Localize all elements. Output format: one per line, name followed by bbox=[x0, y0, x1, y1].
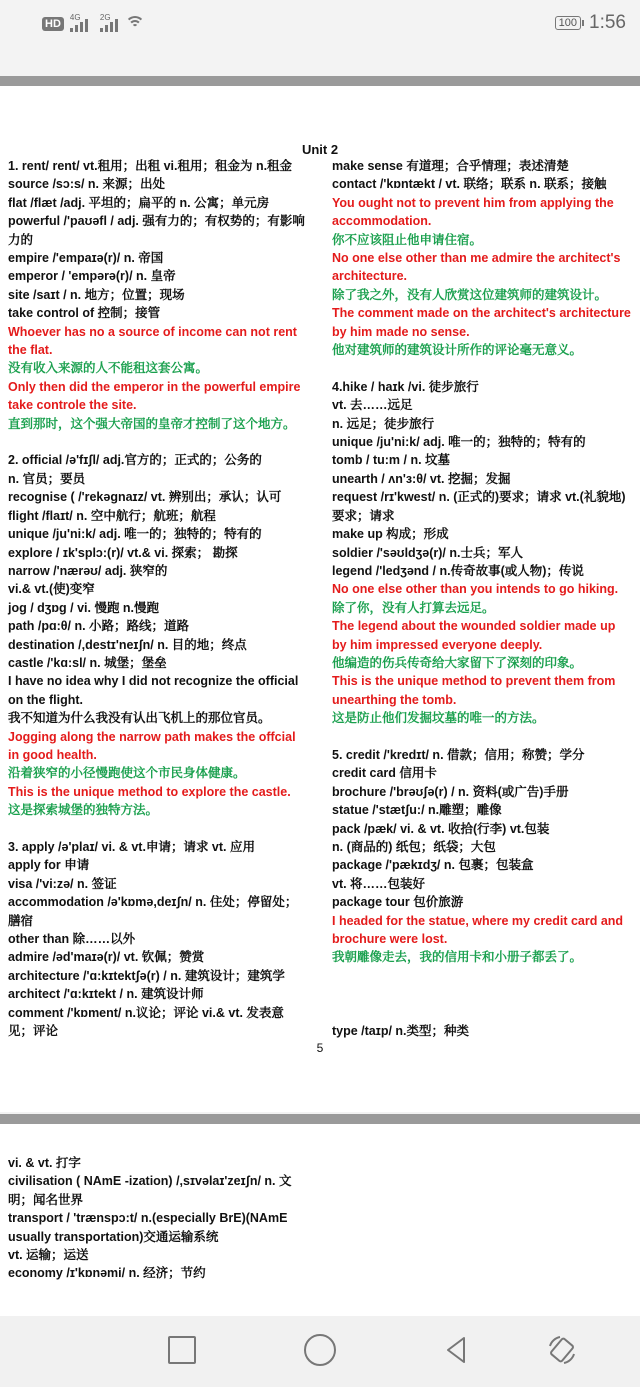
example-translation: 沿着狭窄的小径慢跑使这个市民身体健康。 bbox=[8, 766, 246, 781]
spacer bbox=[332, 359, 632, 377]
status-right bbox=[555, 12, 626, 34]
vocab-line: path /pɑ:θ/ n. 小路；路线；道路 bbox=[8, 619, 190, 634]
vocab-line: explore / ɪk'splɔ:(r)/ vt.& vi. 探索； 勘探 bbox=[8, 545, 238, 560]
battery-icon: 100 bbox=[555, 16, 581, 30]
vocab-line: vt. 运输；运送 bbox=[8, 1248, 89, 1263]
vocab-line: accommodation /ə'kɒmə,deɪʃn/ n. 住处；停留处；膳宿 bbox=[8, 895, 298, 928]
spacer bbox=[332, 1004, 632, 1022]
vocab-line: powerful /'paʊəfl / adj. 强有力的；有权势的；有影响力的 bbox=[8, 214, 305, 247]
home-button[interactable] bbox=[304, 1334, 336, 1366]
status-left bbox=[42, 13, 146, 32]
example-sentence: Whoever has no a source of income can not rent the flat. bbox=[8, 324, 297, 358]
vocab-line: soldier /'səʊldʒə(r)/ n.士兵；军人 bbox=[332, 545, 523, 560]
vocab-line: credit card 信用卡 bbox=[332, 766, 437, 781]
left-column bbox=[8, 157, 308, 1040]
recent-apps-button[interactable] bbox=[168, 1336, 196, 1364]
vocab-line: request /rɪ'kwest/ n. (正式的)要求；请求 vt.(礼貌地)要求；请求 bbox=[332, 490, 626, 523]
vocab-line: tomb / tu:m / n. 坟墓 bbox=[332, 453, 451, 468]
vocab-line: make up 构成；形成 bbox=[332, 527, 449, 542]
rotate-button[interactable] bbox=[546, 1334, 578, 1366]
vocab-line: brochure /'brəʊʃə(r) / n. 资料(或广告)手册 bbox=[332, 784, 569, 799]
vocab-line: visa /'vi:zə/ n. 签证 bbox=[8, 876, 117, 891]
vocab-line: narrow /'nærəʊ/ adj. 狭窄的 bbox=[8, 563, 168, 578]
vocab-line: vi.& vt.(使)变窄 bbox=[8, 582, 95, 597]
vocab-line: castle /'kɑ:sl/ n. 城堡；堡垒 bbox=[8, 655, 167, 670]
example-translation: 这是防止他们发掘坟墓的唯一的方法。 bbox=[332, 711, 545, 726]
vocab-line: n. 远足；徒步旅行 bbox=[332, 416, 435, 431]
example-translation: 他对建筑师的建筑设计所作的评论毫无意义。 bbox=[332, 343, 583, 358]
example-sentence: I headed for the statue, where my credit card and brochure were lost. bbox=[332, 913, 624, 947]
vocab-line: vi. & vt. 打字 bbox=[8, 1156, 81, 1170]
vocab-line: pack /pæk/ vi. & vt. 收拾(行李) vt.包装 bbox=[332, 821, 550, 836]
page-separator bbox=[0, 76, 640, 86]
vocab-line: unique /ju'ni:k/ adj. 唯一的；独特的；特有的 bbox=[8, 527, 262, 542]
vocab-line: 3. apply /ə'plaɪ/ vi. & vt.申请；请求 vt. 应用 bbox=[8, 840, 255, 854]
vocab-line: take control of 控制；接管 bbox=[8, 306, 161, 321]
example-translation: 没有收入来源的人不能租这套公寓。 bbox=[8, 361, 209, 376]
example-sentence: The comment made on the architect's architecture by him made no sense. bbox=[332, 306, 631, 339]
vocab-line: flat /flæt /adj. 平坦的；扁平的 n. 公寓；单元房 bbox=[8, 195, 270, 210]
example-sentence: The legend about the wounded soldier made up by him impressed everyone deeply. bbox=[332, 619, 616, 652]
clock: 1:56 bbox=[589, 12, 626, 33]
example-translation: 直到那时，这个强大帝国的皇帝才控制了这个地方。 bbox=[8, 416, 296, 431]
vocab-line: package tour 包价旅游 bbox=[332, 895, 464, 910]
vocab-line: flight /flaɪt/ n. 空中航行；航班；航程 bbox=[8, 508, 216, 523]
status-bar bbox=[0, 0, 640, 54]
vocab-line: I have no idea why I did not recognize the official on the flight. bbox=[8, 674, 299, 707]
vocab-line: jog / dʒɒg / vi. 慢跑 n.慢跑 bbox=[8, 600, 160, 615]
vocab-line: unearth / ʌn'ɜ:θ/ vt. 挖掘；发掘 bbox=[332, 471, 511, 486]
back-button[interactable] bbox=[440, 1334, 472, 1366]
vocab-line: empire /'empaɪə(r)/ n. 帝国 bbox=[8, 251, 164, 266]
unit-title: Unit 2 bbox=[301, 142, 339, 157]
spacer bbox=[332, 985, 632, 1003]
vocab-line: n. (商品的) 纸包；纸袋；大包 bbox=[332, 840, 496, 854]
vocab-line: type /taɪp/ n.类型；种类 bbox=[332, 1024, 470, 1039]
example-translation: 这是探索城堡的独特方法。 bbox=[8, 803, 159, 818]
vocab-line: architecture /'ɑ:kɪtektʃə(r) / n. 建筑设计；建筑学 bbox=[8, 968, 285, 983]
vocab-line: economy /ɪ'kɒnəmi/ n. 经济；节约 bbox=[8, 1266, 206, 1281]
vocab-line: 我不知道为什么我没有认出飞机上的那位官员。 bbox=[8, 711, 271, 726]
signal-icon-4g bbox=[69, 13, 88, 32]
vocab-line: legend /'ledʒənd / n.传奇故事(或人物)；传说 bbox=[332, 563, 584, 578]
vocab-line: admire /əd'maɪə(r)/ vt. 钦佩；赞赏 bbox=[8, 950, 205, 965]
example-sentence: No one else other than me admire the architect's architecture. bbox=[332, 251, 621, 284]
vocab-line: package /'pækɪdʒ/ n. 包裹；包装盒 bbox=[332, 858, 534, 873]
vocab-line: recognise ( /'rekəgnaɪz/ vt. 辨别出；承认；认可 bbox=[8, 490, 282, 505]
right-column bbox=[332, 157, 632, 1040]
vocab-line: architect /'ɑ:kɪtekt / n. 建筑设计师 bbox=[8, 987, 204, 1002]
example-translation: 除了你，没有人打算去远足。 bbox=[332, 600, 495, 615]
example-sentence: This is the unique method to explore the castle. bbox=[8, 784, 291, 799]
vocab-line: other than 除……以外 bbox=[8, 932, 136, 947]
vocab-line: make sense 有道理；合乎情理；表述清楚 bbox=[332, 159, 569, 173]
vocab-line: n. 官员；要员 bbox=[8, 471, 86, 486]
vocab-line: site /saɪt / n. 地方；位置；现场 bbox=[8, 287, 185, 302]
signal-icon-2g bbox=[99, 13, 118, 32]
vocab-line: emperor / 'empərə(r)/ n. 皇帝 bbox=[8, 269, 176, 284]
example-translation: 他编造的伤兵传奇给大家留下了深刻的印象。 bbox=[332, 655, 583, 670]
example-sentence: Only then did the emperor in the powerful empire take controle the site. bbox=[8, 379, 301, 413]
example-sentence: No one else other than you intends to go hiking. bbox=[332, 582, 619, 597]
document-page[interactable] bbox=[0, 86, 640, 1112]
vocab-line: contact /'kɒntækt / vt. 联络；联系 n. 联系；接触 bbox=[332, 177, 607, 192]
vocab-line: source /sɔ:s/ n. 来源；出处 bbox=[8, 177, 165, 192]
vocab-line: unique /ju'ni:k/ adj. 唯一的；独特的；特有的 bbox=[332, 435, 586, 450]
example-translation: 我朝雕像走去，我的信用卡和小册子都丢了。 bbox=[332, 950, 583, 965]
navigation-bar bbox=[0, 1316, 640, 1387]
network-2g-label: 2G bbox=[99, 13, 111, 22]
example-sentence: You ought not to prevent him from applying the accommodation. bbox=[332, 195, 614, 229]
spacer bbox=[8, 820, 308, 838]
spacer bbox=[332, 728, 632, 746]
next-page-column bbox=[8, 1154, 308, 1283]
example-sentence: This is the unique method to prevent them from unearthing the tomb. bbox=[332, 674, 616, 707]
vocab-line: 4.hike / haɪk /vi. 徒步旅行 bbox=[332, 379, 479, 394]
spacer bbox=[8, 433, 308, 451]
vocab-line: destination /,destɪ'neɪʃn/ n. 目的地；终点 bbox=[8, 637, 247, 652]
example-translation: 你不应该阻止他申请住宿。 bbox=[332, 232, 483, 247]
document-page-next[interactable] bbox=[0, 1124, 640, 1316]
vocab-line: 1. rent/ rent/ vt.租用；出租 vi.租用；租金为 n.租金 bbox=[8, 159, 293, 173]
page-number: 5 bbox=[316, 1041, 324, 1055]
hd-badge: HD bbox=[42, 17, 64, 31]
wifi-icon bbox=[124, 16, 146, 32]
vocab-line: transport / 'trænspɔ:t/ n.(especially BrE)(NAmE usually transportation)交通运输系统 bbox=[8, 1211, 288, 1244]
example-translation: 除了我之外，没有人欣赏这位建筑师的建筑设计。 bbox=[332, 287, 608, 302]
example-sentence: Jogging along the narrow path makes the offcial in good health. bbox=[8, 729, 296, 762]
vocab-line: vt. 将……包装好 bbox=[332, 876, 426, 891]
vocab-line: civilisation ( NAmE -ization) /,sɪvəlaɪ'zeɪʃn/ n. 文明；闻名世界 bbox=[8, 1174, 292, 1207]
page-separator bbox=[0, 1114, 640, 1124]
vocab-line: vt. 去……远足 bbox=[332, 398, 413, 413]
network-4g-label: 4G bbox=[69, 13, 81, 22]
rotate-icon bbox=[546, 1334, 578, 1366]
vocab-line: apply for 申请 bbox=[8, 858, 90, 873]
back-icon bbox=[440, 1334, 472, 1366]
spacer bbox=[332, 967, 632, 985]
vocab-line: 5. credit /'kredɪt/ n. 借款；信用；称赞；学分 bbox=[332, 747, 585, 762]
vocab-line: comment /'kɒment/ n.议论；评论 vi.& vt. 发表意见；评论 bbox=[8, 1005, 284, 1039]
vocab-line: 2. official /ə'fɪʃl/ adj.官方的；正式的；公务的 bbox=[8, 453, 262, 468]
vocab-line: statue /'stætʃu:/ n.雕塑；雕像 bbox=[332, 803, 502, 818]
